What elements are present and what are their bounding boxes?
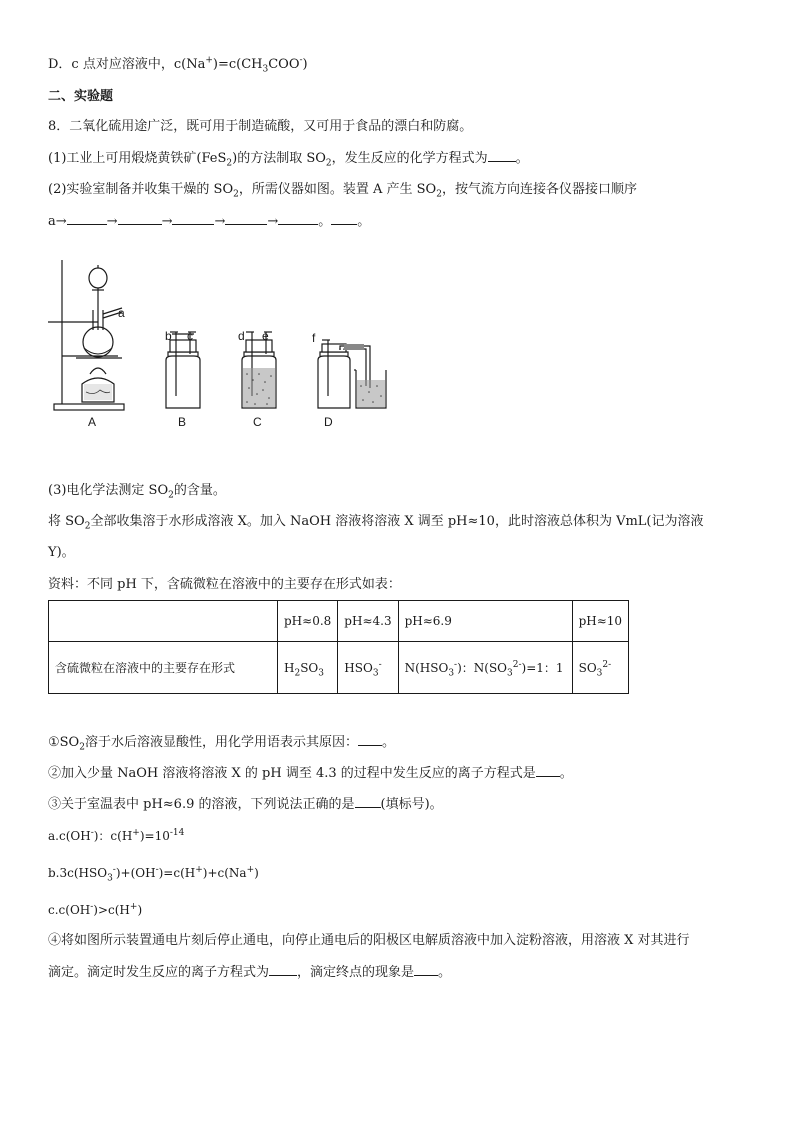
table-header-cell: pH≈10: [572, 601, 628, 642]
answer-blank[interactable]: [118, 212, 162, 225]
section-title: 二、实验题: [48, 89, 114, 104]
port-label-d: d: [238, 329, 245, 343]
answer-blank[interactable]: [67, 212, 107, 225]
answer-blank[interactable]: [269, 963, 297, 976]
answer-blank[interactable]: [488, 149, 516, 162]
port-label-a: a: [118, 306, 125, 320]
question-8-stem: 8．二氧化硫用途广泛，既可用于制造硫酸，又可用于食品的漂白和防腐。: [48, 119, 473, 134]
table-header-cell: pH≈6.9: [398, 601, 572, 642]
apparatus-label-b: B: [178, 415, 187, 429]
question-8-part1: (1)工业上可用煅烧黄铁矿(FeS$_2$)的方法制取 $SO_2$，发生反应的化学方程式为 。: [48, 151, 529, 169]
answer-blank[interactable]: [172, 212, 214, 225]
option-b: $b.3c(HSO_3^-)+(OH^-)=c(H^+)+c(Na^+)$: [48, 865, 259, 884]
sulfur-species-table: [48, 600, 629, 694]
material-note: 资料：不同 pH 下，含硫微粒在溶液中的主要存在形式如表：: [48, 577, 401, 592]
table-cell: $HSO_3^-$: [338, 642, 398, 694]
table-cell: $N(HSO_3^-)$：$N(SO_3^{2-})=1$：1: [398, 642, 572, 694]
part3-description-line1: 将 $SO_2$全部收集溶于水形成溶液 X。加入 NaOH 溶液将溶液 X 调至 pH≈10，此时溶液总体积为 VmL(记为溶液: [48, 514, 704, 532]
port-label-f: f: [312, 331, 316, 345]
port-label-c: c: [187, 329, 193, 343]
question-8-part3: (3)电化学法测定 $SO_2$的含量。: [48, 483, 226, 501]
item-3: ③关于室温表中 pH≈6.9 的溶液，下列说法正确的是 (填标号)。: [48, 797, 443, 812]
item-4-line1: ④将如图所示装置通电片刻后停止通电，向停止通电后的阳极区电解质溶液中加入淀粉溶液，用溶液 X 对其进行: [48, 933, 690, 948]
option-d: D．c 点对应溶液中，$c(Na^+)=c(CH_3COO^-)$: [48, 55, 308, 75]
table-header-cell: [49, 601, 278, 642]
item-4-line2: 滴定。滴定时发生反应的离子方程式为 ，滴定终点的现象是 。: [48, 965, 452, 980]
port-label-e: e: [262, 329, 269, 343]
answer-blank[interactable]: [225, 212, 267, 225]
table-row-label: 含硫微粒在溶液中的主要存在形式: [49, 642, 278, 694]
answer-blank[interactable]: [358, 733, 382, 746]
table-header-cell: pH≈0.8: [278, 601, 338, 642]
table-cell: $H_2SO_3$: [278, 642, 338, 694]
option-c: c.c(OH-)>c(H+): [48, 902, 143, 917]
apparatus-label-a: A: [88, 415, 97, 429]
answer-blank[interactable]: [331, 212, 357, 225]
table-cell: $SO_3^{2-}$: [572, 642, 628, 694]
table-header-cell: pH≈4.3: [338, 601, 398, 642]
answer-blank[interactable]: [278, 212, 318, 225]
apparatus-label-c: C: [253, 415, 262, 429]
port-order-line: a→ → → → → 。 。: [48, 214, 371, 229]
apparatus-label-d: D: [324, 415, 333, 429]
part3-description-line2: Y)。: [48, 545, 75, 560]
port-label-b: b: [165, 329, 172, 343]
answer-blank[interactable]: [355, 795, 381, 808]
option-a: a.c(OH-)：$c(H^+)=10^{-14}$: [48, 828, 185, 843]
answer-blank[interactable]: [536, 764, 560, 777]
question-8-part2: (2)实验室制备并收集干燥的 $SO_2$，所需仪器如图。装置 A 产生 $SO_2$，按气流方向连接各仪器接口顺序: [48, 182, 637, 200]
item-1: $①SO_2$溶于水后溶液显酸性，用化学用语表示其原因： 。: [48, 735, 395, 753]
item-2: ②加入少量 NaOH 溶液将溶液 X 的 pH 调至 4.3 的过程中发生反应的离子方程式是 。: [48, 766, 573, 781]
answer-blank[interactable]: [414, 963, 438, 976]
apparatus-figure: [48, 256, 408, 436]
